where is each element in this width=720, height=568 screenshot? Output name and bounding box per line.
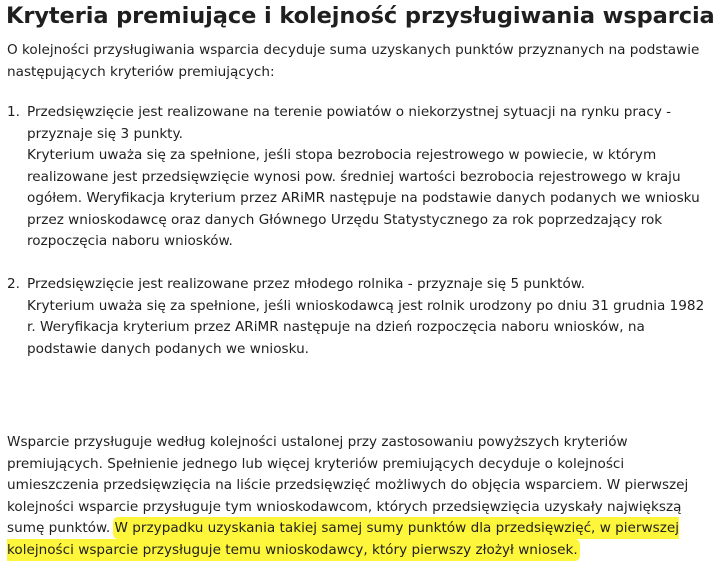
criterion-heading: Przedsięwzięcie jest realizowane na terenie powiatów o niekorzystnej sytuacji na rynku pracy - przyznaje się 3 punkty. (27, 104, 672, 142)
criterion-description: Kryterium uważa się za spełnione, jeśli wnioskodawcą jest rolnik urodzony po dniu 31 grudnia 1982 r. Weryfikacja kryterium przez ARiMR następuje na dzień rozpoczęcia naboru wniosków, na podstawie danych podanych we wniosku. (27, 297, 705, 357)
outro-text: Wsparcie przysługuje według kolejności ustalonej przy zastosowaniu powyższych kryteriów premiujących. Spełnienie jednego lub więcej kryteriów premiujących decyduje o kolejności umieszczenia przedsięwzięcia na liście przedsięwzięć możliwych do objęcia wsparciem. W pierwszej kolejności wsparcie przysługuje tym wnioskodawcom, których przedsięwzięcia uzyskały największą sumę punktów. (7, 434, 689, 536)
criterion-heading: Przedsięwzięcie jest realizowane przez młodego rolnika - przyznaje się 5 punktów. (27, 276, 585, 292)
criterion-body (27, 274, 707, 360)
criterion-body (27, 102, 707, 253)
intro-paragraph: O kolejności przysługiwania wsparcia decyduje suma uzyskanych punktów przyznanych na podstawie następujących kryteriów premiujących: (7, 42, 700, 80)
highlighted-text: W przypadku uzyskania takiej samej sumy punktów dla przedsięwzięć, w pierwszej kolejności wsparcie przysługuje temu wnioskodawcy, który pierwszy złożył wniosek. (7, 520, 679, 558)
page-title: Kryteria premiujące i kolejność przysługiwania wsparcia (6, 3, 715, 29)
criterion-description: Kryterium uważa się za spełnione, jeśli stopa bezrobocia rejestrowego w powiecie, w którym realizowane jest przedsięwzięcie wynosi pow. średniej wartości bezrobocia rejestrowego w kraju ogółem. Weryfikacja kryterium przez ARiMR następuje na podstawie danych podanych we wniosku przez wnioskodawcę oraz danych Głównego Urzędu Statystycznego za rok poprzedzający rok rozpoczęcia naboru wniosków. (27, 147, 700, 249)
criterion-number: 1. (7, 104, 20, 120)
criterion-number: 2. (7, 276, 20, 292)
outro-paragraph (7, 432, 707, 561)
